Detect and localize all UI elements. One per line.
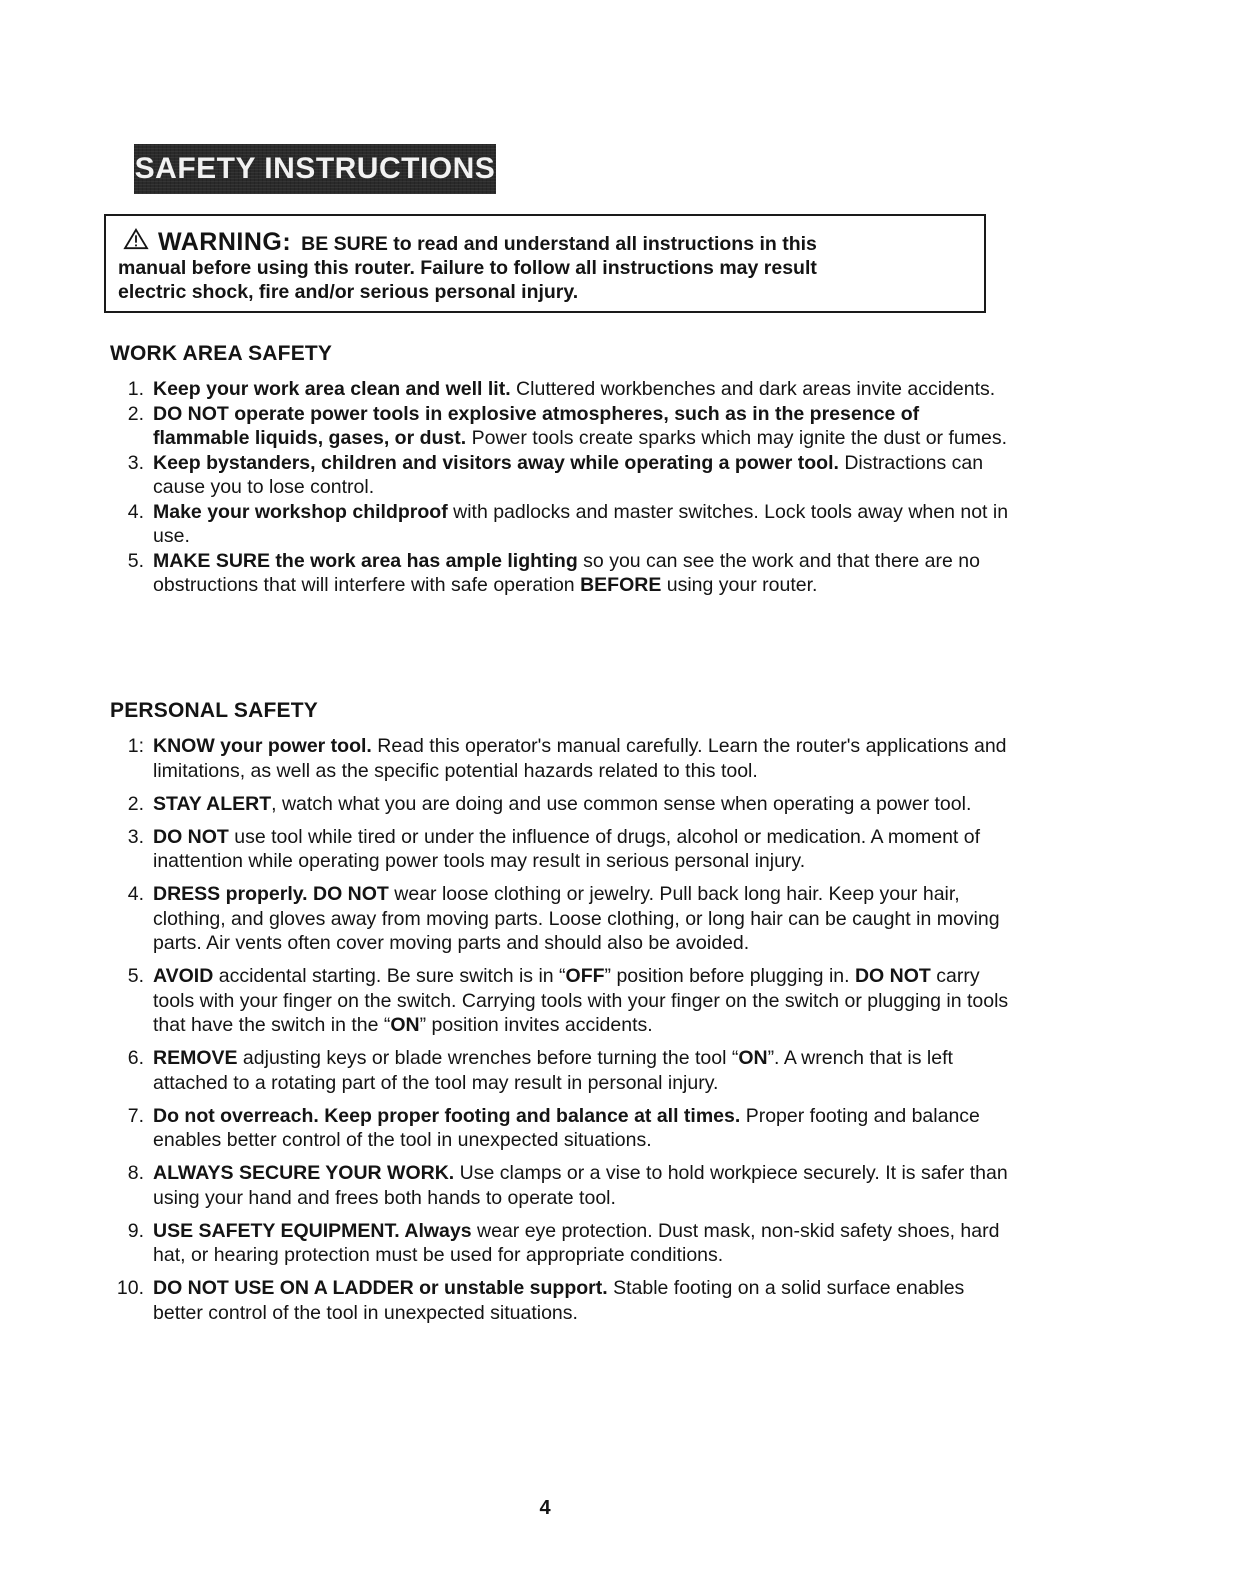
item-text: Stable footing on a solid surface enables better control of the tool in unexpected situations. [153,1277,965,1324]
list-item [110,882,1010,956]
list-item [110,549,1010,598]
item-bold-text: Do not overreach. Keep proper footing and balance at all times. [153,1104,741,1127]
item-number: 6. [127,1047,144,1069]
warning-text-lead: BE SURE to read and understand all instructions in this [301,233,817,255]
item-text: ”. A wrench that is left attached to a rotating part of the tool may result in personal injury. [153,1047,953,1094]
list-item [110,1161,1010,1210]
section-banner [134,144,496,194]
item-text: Cluttered workbenches and dark areas invite accidents. [510,378,996,400]
list-item [110,451,1010,500]
item-bold-text: ALWAYS SECURE YOUR WORK. [153,1162,455,1184]
item-number: 8. [127,1162,144,1184]
item-number: 3. [127,451,144,474]
item-bold-text: DO NOT [854,965,931,987]
list-item [110,377,1010,402]
item-number: 2. [127,402,144,425]
item-number: 3. [127,825,144,848]
item-text: so you can see the work and that there are no obstructions that will interfere with safe operation [153,549,980,596]
item-bold-text: REMOVE [153,1047,238,1069]
item-number: 1: [127,735,144,757]
item-text: Read this operator's manual carefully. Learn the router's applications and limitations, as well as the specific potential hazards related to this tool. [153,735,1007,782]
item-text: carry tools with your finger on the switch. Carrying tools with your finger on the switch or plugging in tools that have the switch in the “ [153,965,1009,1036]
item-bold-text: DO NOT operate power tools in explosive atmospheres, such as in the presence of flammable liquids, gases, or dust. [153,402,920,449]
item-bold-text: Keep bystanders, children and visitors away while operating a power tool. [153,451,839,474]
personal-safety-list [110,734,1010,1334]
item-bold-text: KNOW your power tool. [153,735,372,757]
warning-box [104,214,986,313]
list-item [110,500,1010,549]
item-text: Distractions can cause you to lose control. [153,451,984,498]
item-number: 9. [127,1219,144,1242]
item-bold-text: AVOID [153,965,214,987]
banner-title: SAFETY INSTRUCTIONS [134,152,496,185]
list-item [110,1276,1010,1325]
item-bold-text: DRESS properly. DO NOT [153,883,389,905]
item-text: using your router. [661,574,818,596]
item-bold-text: ON [738,1047,768,1069]
warning-triangle-icon [122,228,150,250]
item-number: 7. [127,1104,144,1127]
list-item [110,402,1010,451]
warning-label: WARNING: [158,228,292,256]
item-bold-text: STAY ALERT [153,792,272,815]
item-text: accidental starting. Be sure switch is in “ [213,965,566,987]
item-text: Use clamps or a vise to hold workpiece securely. It is safer than using your hand and frees both hands to operate tool. [153,1162,1008,1209]
list-item [110,825,1010,874]
item-number: 5. [127,965,144,987]
list-item [110,964,1010,1038]
item-text: ” position before plugging in. [604,965,855,987]
warning-heading [122,228,301,254]
item-number: 4. [127,500,144,523]
item-text: Proper footing and balance enables better control of the tool in unexpected situations. [153,1104,980,1151]
item-text: with padlocks and master switches. Lock tools away when not in use. [153,500,1009,547]
item-bold-text: ON [390,1014,420,1036]
item-text: use tool while tired or under the influence of drugs, alcohol or medication. A moment of inattention while operating power tools may result in serious personal injury. [153,825,981,872]
page-number: 4 [539,1497,551,1519]
item-bold-text: DO NOT [153,825,229,848]
list-item [110,734,1010,783]
item-text: adjusting keys or blade wrenches before turning the tool “ [237,1047,739,1069]
item-text: wear eye protection. Dust mask, non-skid safety shoes, hard hat, or hearing protection must be used for appropriate conditions. [153,1219,1000,1266]
item-bold-text: MAKE SURE the work area has ample lighting [153,549,578,572]
item-number: 2. [127,792,144,815]
item-bold-text: USE SAFETY EQUIPMENT. Always [153,1219,472,1242]
warning-text-line2: manual before using this router. Failure to follow all instructions may result [118,257,817,279]
item-number: 5. [127,549,144,572]
work-area-list [110,377,1010,598]
list-item [110,1219,1010,1268]
work-area-heading: WORK AREA SAFETY [110,342,333,365]
item-text: Power tools create sparks which may ignite the dust or fumes. [466,427,1007,449]
item-text: ” position invites accidents. [419,1014,653,1036]
item-bold-text: Make your workshop childproof [153,500,448,523]
item-bold-text: DO NOT USE ON A LADDER or unstable support. [153,1277,608,1299]
item-number: 10. [116,1277,144,1299]
item-bold-text: OFF [565,965,605,987]
item-bold-text: Keep your work area clean and well lit. [153,378,511,400]
list-item [110,1046,1010,1095]
item-text: wear loose clothing or jewelry. Pull back long hair. Keep your hair, clothing, and gloves away from moving parts. Loose clothing, or long hair can be caught in moving parts. Air vents often cover moving parts and should also be avoided. [153,883,1000,954]
item-number: 1. [127,378,144,400]
item-text: , watch what you are doing and use common sense when operating a power tool. [271,792,972,815]
list-item [110,1104,1010,1153]
warning-text-line3: electric shock, fire and/or serious personal injury. [118,281,579,303]
list-item [110,792,1010,817]
item-bold-text: BEFORE [580,574,662,596]
item-number: 4. [127,883,144,905]
personal-safety-heading: PERSONAL SAFETY [110,699,318,722]
